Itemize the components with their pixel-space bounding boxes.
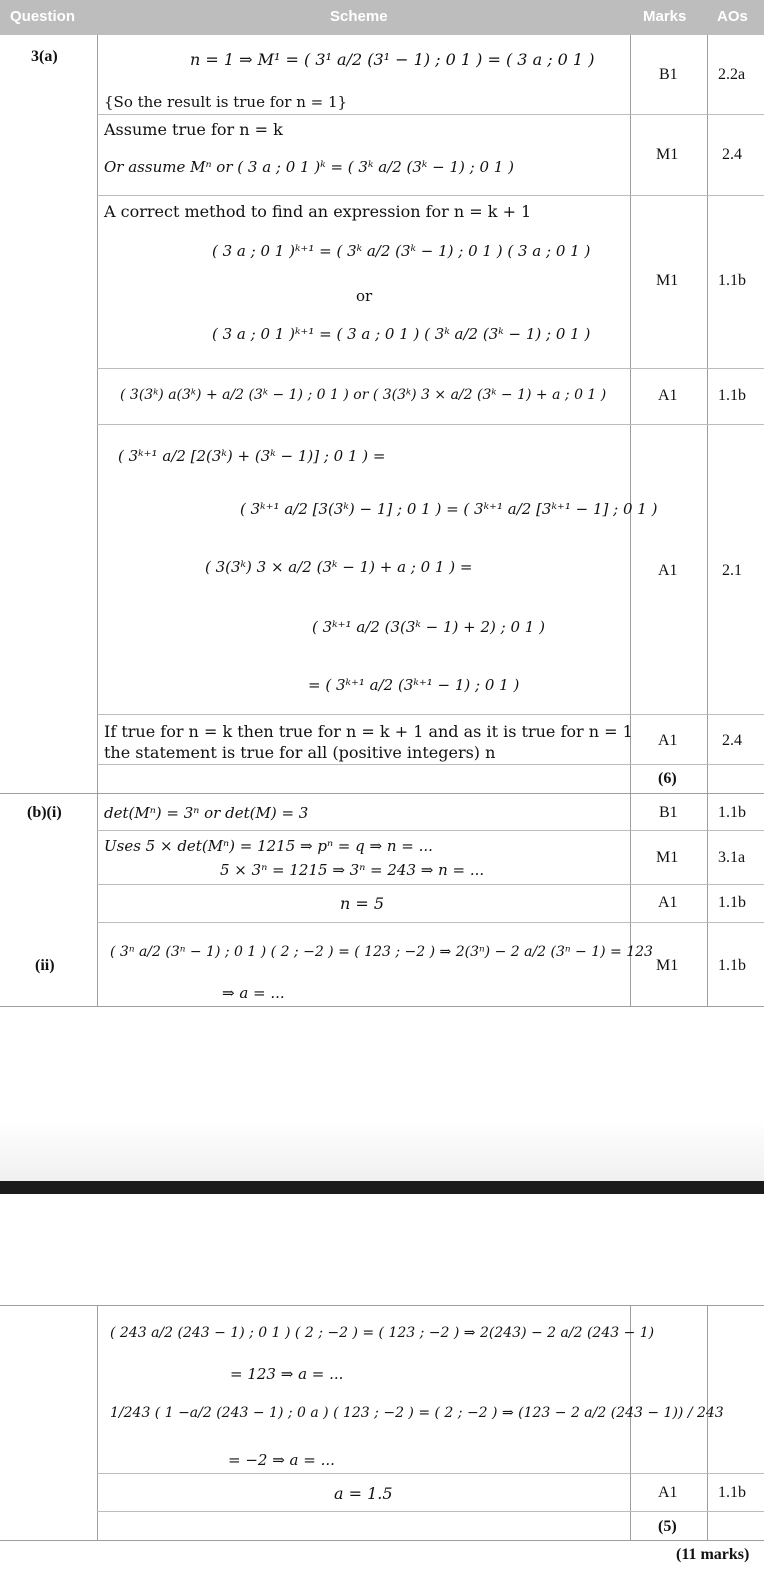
column-divider xyxy=(630,35,631,1007)
math-expression: ⇒ a = ... xyxy=(222,984,285,1002)
math-expression: = ( 3ᵏ⁺¹ a/2 (3ᵏ⁺¹ − 1) ; 0 1 ) xyxy=(308,676,520,694)
header-scheme: Scheme xyxy=(330,8,388,25)
header-question: Question xyxy=(10,8,76,25)
total-marks: (11 marks) xyxy=(676,1546,750,1563)
question-number: (ii) xyxy=(35,957,55,974)
math-expression: ( 3 a ; 0 1 )ᵏ⁺¹ = ( 3ᵏ a/2 (3ᵏ − 1) ; 0 1 ) ( 3 a ; 0 1 ) xyxy=(212,242,591,260)
math-expression: 5 × 3ⁿ = 1215 ⇒ 3ⁿ = 243 ⇒ n = ... xyxy=(220,861,485,879)
row-divider xyxy=(0,1305,764,1306)
column-divider xyxy=(97,1305,98,1540)
column-divider xyxy=(707,35,708,1007)
row-divider xyxy=(97,830,764,831)
table-header xyxy=(0,0,764,35)
math-expression: a = 1.5 xyxy=(334,1484,393,1503)
mark-code: M1 xyxy=(656,272,679,289)
math-expression: 1/243 ( 1 −a/2 (243 − 1) ; 0 a ) ( 123 ; −2 ) = ( 2 ; −2 ) ⇒ (123 − 2 a/2 (243 − 1)) / 243 xyxy=(110,1405,724,1421)
row-divider xyxy=(97,1473,764,1474)
ao-code: 1.1b xyxy=(718,1484,746,1501)
mark-code: M1 xyxy=(656,146,679,163)
ao-code: 1.1b xyxy=(718,804,746,821)
scheme-connector: or xyxy=(356,287,373,305)
ao-code: 1.1b xyxy=(718,957,746,974)
question-number: (b)(i) xyxy=(27,804,62,821)
mark-code: B1 xyxy=(659,66,678,83)
row-divider xyxy=(97,922,764,923)
math-expression: = 123 ⇒ a = ... xyxy=(230,1365,344,1383)
math-expression: ( 3ⁿ a/2 (3ⁿ − 1) ; 0 1 ) ( 2 ; −2 ) = ( 123 ; −2 ) ⇒ 2(3ⁿ) − 2 a/2 (3ⁿ − 1) = 123 xyxy=(110,944,653,960)
ao-code: 2.4 xyxy=(722,732,742,749)
math-expression: = −2 ⇒ a = ... xyxy=(228,1451,335,1469)
math-expression: ( 3 a ; 0 1 )ᵏ⁺¹ = ( 3 a ; 0 1 ) ( 3ᵏ a/2 (3ᵏ − 1) ; 0 1 ) xyxy=(212,325,591,343)
row-divider xyxy=(97,195,764,196)
math-expression: ( 243 a/2 (243 − 1) ; 0 1 ) ( 2 ; −2 ) = ( 123 ; −2 ) ⇒ 2(243) − 2 a/2 (243 − 1) xyxy=(110,1325,655,1341)
ao-code: 1.1b xyxy=(718,894,746,911)
row-divider xyxy=(0,1006,764,1007)
header-aos: AOs xyxy=(717,8,748,25)
math-expression: n = 1 ⇒ M¹ = ( 3¹ a/2 (3¹ − 1) ; 0 1 ) = ( 3 a ; 0 1 ) xyxy=(190,50,595,69)
math-expression: ( 3(3ᵏ) a(3ᵏ) + a/2 (3ᵏ − 1) ; 0 1 ) or ( 3(3ᵏ) 3 × a/2 (3ᵏ − 1) + a ; 0 1 ) xyxy=(120,387,607,403)
mark-code: M1 xyxy=(656,957,679,974)
row-divider xyxy=(97,368,764,369)
header-marks: Marks xyxy=(643,8,687,25)
page-gap xyxy=(0,1120,764,1181)
column-divider xyxy=(97,35,98,1007)
ao-code: 1.1b xyxy=(718,272,746,289)
math-expression: n = 5 xyxy=(340,894,385,913)
row-divider xyxy=(97,424,764,425)
mark-code: M1 xyxy=(656,849,679,866)
row-divider xyxy=(97,714,764,715)
scheme-line: the statement is true for all (positive integers) n xyxy=(104,743,496,762)
scheme-line: Assume true for n = k xyxy=(104,120,283,139)
math-expression: Or assume Mⁿ or ( 3 a ; 0 1 )ᵏ = ( 3ᵏ a/2 (3ᵏ − 1) ; 0 1 ) xyxy=(104,158,514,176)
mark-code: A1 xyxy=(658,562,678,579)
mark-code: A1 xyxy=(658,1484,678,1501)
row-divider xyxy=(0,1540,764,1541)
row-divider xyxy=(97,884,764,885)
column-divider xyxy=(707,1305,708,1540)
mark-code: A1 xyxy=(658,387,678,404)
scheme-line: A correct method to find an expression for n = k + 1 xyxy=(104,202,532,221)
mark-code: B1 xyxy=(659,804,678,821)
scheme-line: If true for n = k then true for n = k + 1 and as it is true for n = 1 xyxy=(104,722,633,741)
page-break-bar xyxy=(0,1181,764,1194)
math-expression: ( 3ᵏ⁺¹ a/2 (3(3ᵏ − 1) + 2) ; 0 1 ) xyxy=(312,618,545,636)
row-divider xyxy=(97,764,764,765)
row-divider xyxy=(97,114,764,115)
ao-code: 1.1b xyxy=(718,387,746,404)
ao-code: 2.2a xyxy=(718,66,746,83)
math-expression: ( 3(3ᵏ) 3 × a/2 (3ᵏ − 1) + a ; 0 1 ) = xyxy=(205,558,473,576)
math-expression: det(Mⁿ) = 3ⁿ or det(M) = 3 xyxy=(104,804,309,822)
mark-code: A1 xyxy=(658,732,678,749)
mark-code: A1 xyxy=(658,894,678,911)
question-number: 3(a) xyxy=(31,48,58,65)
ao-code: 3.1a xyxy=(718,849,746,866)
ao-code: 2.4 xyxy=(722,146,742,163)
math-expression: ( 3ᵏ⁺¹ a/2 [2(3ᵏ) + (3ᵏ − 1)] ; 0 1 ) = xyxy=(118,447,386,465)
row-divider xyxy=(97,1511,764,1512)
math-expression: ( 3ᵏ⁺¹ a/2 [3(3ᵏ) − 1] ; 0 1 ) = ( 3ᵏ⁺¹ a/2 [3ᵏ⁺¹ − 1] ; 0 1 ) xyxy=(240,500,658,518)
ao-code: 2.1 xyxy=(722,562,742,579)
scheme-note: {So the result is true for n = 1} xyxy=(104,93,348,111)
row-divider xyxy=(0,793,764,794)
subtotal-marks: (6) xyxy=(658,770,677,787)
math-expression: Uses 5 × det(Mⁿ) = 1215 ⇒ pⁿ = q ⇒ n = ... xyxy=(104,837,433,855)
subtotal-marks: (5) xyxy=(658,1518,677,1535)
